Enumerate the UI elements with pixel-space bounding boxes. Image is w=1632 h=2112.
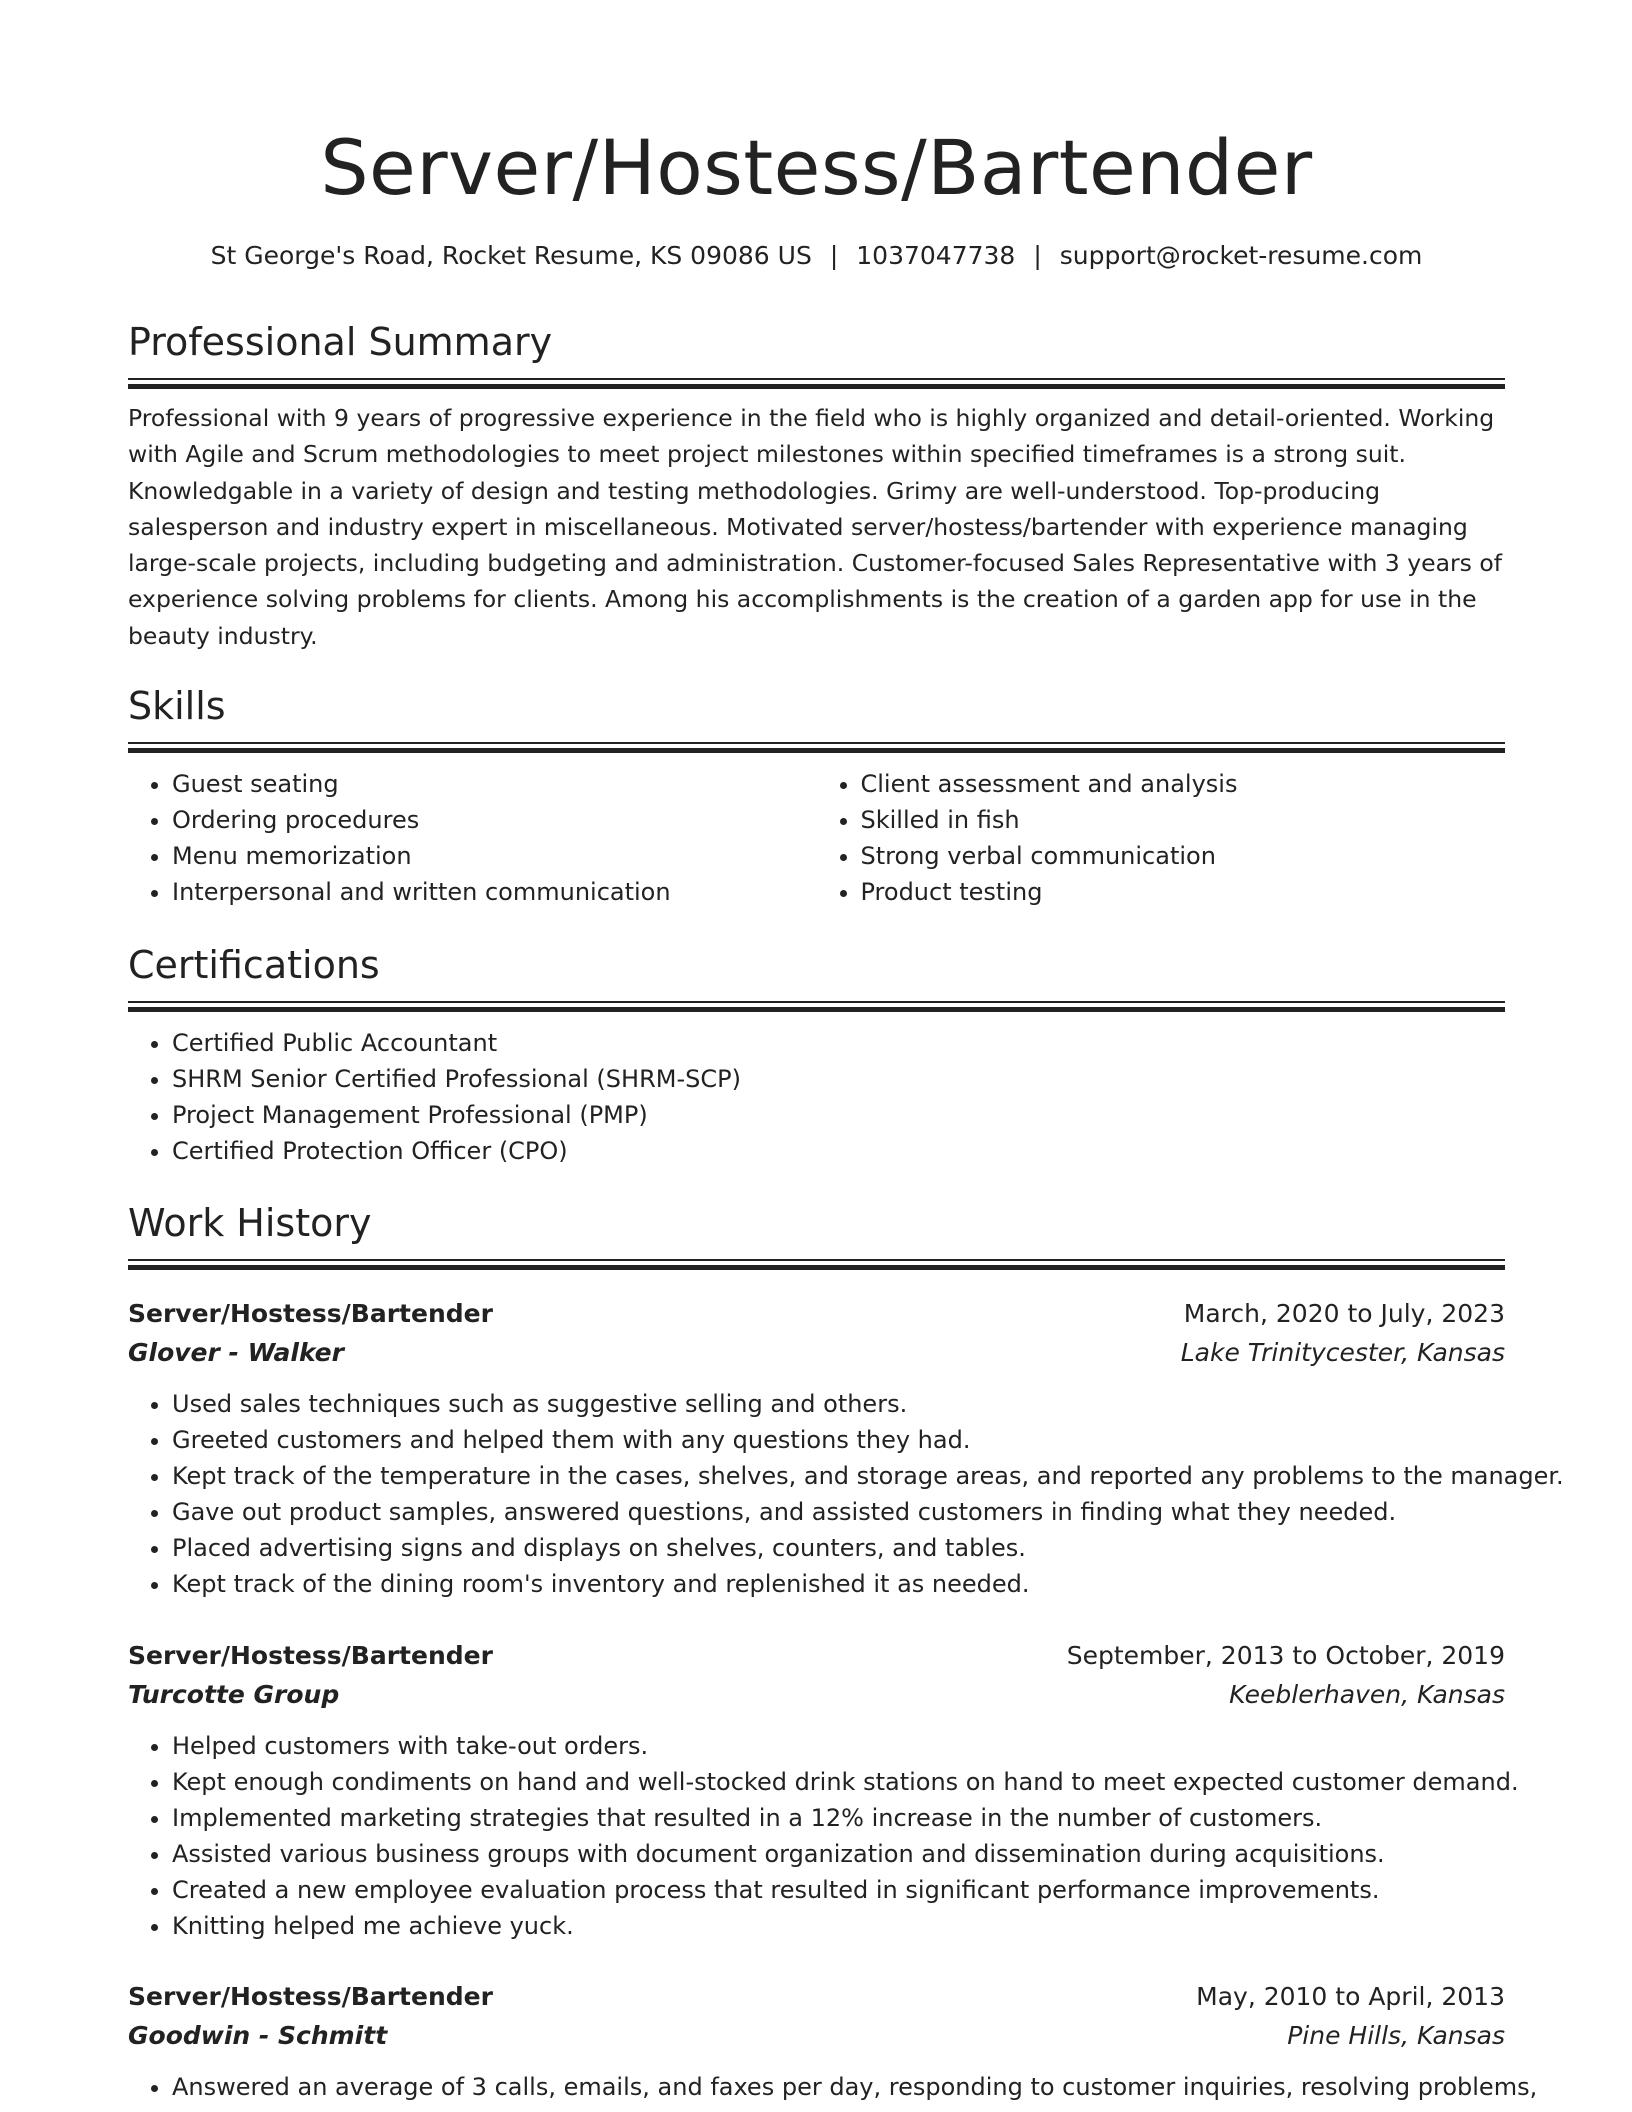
job-bullet: • Placed advertising signs and displays on shelves, counters, and tables. — [172, 1530, 1505, 1566]
job-bullet: • Gave out product samples, answered questions, and assisted customers in finding what they needed. — [172, 1494, 1505, 1530]
section-heading: Work History — [128, 1201, 372, 1245]
work-history-section — [128, 1198, 1505, 1269]
summary-text: Professional with 9 years of progressive experience in the field who is highly organized and detail-oriented. Working with Agile and Scrum methodologies to meet project milestones within specified timeframes is a strong suit. Knowledgable in a variety of design and testing methodologies. Grimy are well-understood. Top-producing salesperson and industry expert in miscellaneous. Motivated server/hostess/bartender with experience managing large-scale projects, including budgeting and administration. Customer-focused Sales Representative with 3 years of experience solving problems for clients. Among his accomplishments is the creation of a garden app for use in the beauty industry. — [128, 404, 1503, 650]
job-entry — [128, 1294, 1564, 1602]
job-entry — [128, 1977, 1538, 2105]
skills-column-right — [817, 766, 1506, 910]
job-company: Glover - Walker — [128, 1338, 344, 1367]
job-bullet: • Kept enough condiments on hand and well-stocked drink stations on hand to meet expected customer demand. — [172, 1764, 1505, 1800]
job-title: Server/Hostess/Bartender — [128, 1641, 493, 1670]
job-bullet: • Created a new employee evaluation process that resulted in significant performance improvements. — [172, 1872, 1505, 1908]
job-entry — [128, 1636, 1519, 1944]
job-bullet: • Helped customers with take-out orders. — [172, 1728, 1505, 1764]
job-title: Server/Hostess/Bartender — [128, 1299, 493, 1328]
professional-summary-section — [128, 317, 1505, 654]
skill-item: • Guest seating — [172, 766, 817, 802]
contact-line — [128, 236, 1505, 276]
certification-item: • Certified Public Accountant — [172, 1025, 1505, 1061]
job-bullet: • Greeted customers and helped them with any questions they had. — [172, 1422, 1505, 1458]
section-heading: Certifications — [128, 943, 380, 987]
certification-item: • SHRM Senior Certified Professional (SHRM-SCP) — [172, 1061, 1505, 1097]
job-title: Server/Hostess/Bartender — [128, 1982, 493, 2011]
job-dates: September, 2013 to October, 2019 — [1066, 1641, 1505, 1670]
job-bullet: • Answered an average of 3 calls, emails, and faxes per day, responding to customer inquiries, resolving problems, — [172, 2069, 1505, 2105]
contact-address: St George's Road, Rocket Resume, KS 09086 US — [210, 241, 812, 270]
job-company: Goodwin - Schmitt — [128, 2021, 388, 2050]
section-heading: Skills — [128, 684, 226, 728]
skill-item: • Menu memorization — [172, 838, 817, 874]
section-divider — [128, 1001, 1505, 1011]
section-divider — [128, 1259, 1505, 1269]
certifications-list — [128, 1025, 1505, 1169]
contact-separator: | — [1033, 241, 1042, 270]
section-heading: Professional Summary — [128, 320, 553, 364]
certification-item: • Certified Protection Officer (CPO) — [172, 1133, 1505, 1169]
contact-email: support@rocket-resume.com — [1059, 241, 1423, 270]
job-dates: May, 2010 to April, 2013 — [1196, 1982, 1505, 2011]
job-bullets — [128, 1728, 1519, 1944]
skill-item: • Product testing — [861, 874, 1506, 910]
skill-item: • Ordering procedures — [172, 802, 817, 838]
job-bullet: • Used sales techniques such as suggestive selling and others. — [172, 1386, 1505, 1422]
contact-separator: | — [829, 241, 839, 270]
job-location: Pine Hills, Kansas — [1287, 2021, 1505, 2050]
contact-phone: 1037047738 — [856, 241, 1016, 270]
job-bullets — [128, 1386, 1564, 1602]
job-dates: March, 2020 to July, 2023 — [1183, 1299, 1505, 1328]
skill-item: • Strong verbal communication — [861, 838, 1506, 874]
skills-section — [128, 681, 1505, 910]
skill-item: • Skilled in fish — [861, 802, 1506, 838]
certifications-section — [128, 940, 1505, 1169]
job-bullet: • Kept track of the dining room's inventory and replenished it as needed. — [172, 1566, 1505, 1602]
job-bullet: • Kept track of the temperature in the cases, shelves, and storage areas, and reported any problems to the manager. — [172, 1458, 1505, 1494]
job-company: Turcotte Group — [128, 1680, 340, 1709]
job-location: Lake Trinitycester, Kansas — [1180, 1338, 1505, 1367]
job-location: Keeblerhaven, Kansas — [1229, 1680, 1505, 1709]
certification-item: • Project Management Professional (PMP) — [172, 1097, 1505, 1133]
job-bullet: • Implemented marketing strategies that resulted in a 12% increase in the number of customers. — [172, 1800, 1505, 1836]
skill-item: • Interpersonal and written communication — [172, 874, 817, 910]
resume-name: Server/Hostess/Bartender — [320, 123, 1313, 212]
skills-column-left — [128, 766, 817, 910]
job-bullet: • Knitting helped me achieve yuck. — [172, 1908, 1505, 1944]
skills-list — [128, 766, 1505, 910]
section-divider — [128, 742, 1505, 752]
skill-item: • Client assessment and analysis — [861, 766, 1506, 802]
job-bullet: • Assisted various business groups with document organization and dissemination during acquisitions. — [172, 1836, 1505, 1872]
section-divider — [128, 378, 1505, 388]
job-bullets — [128, 2069, 1538, 2105]
